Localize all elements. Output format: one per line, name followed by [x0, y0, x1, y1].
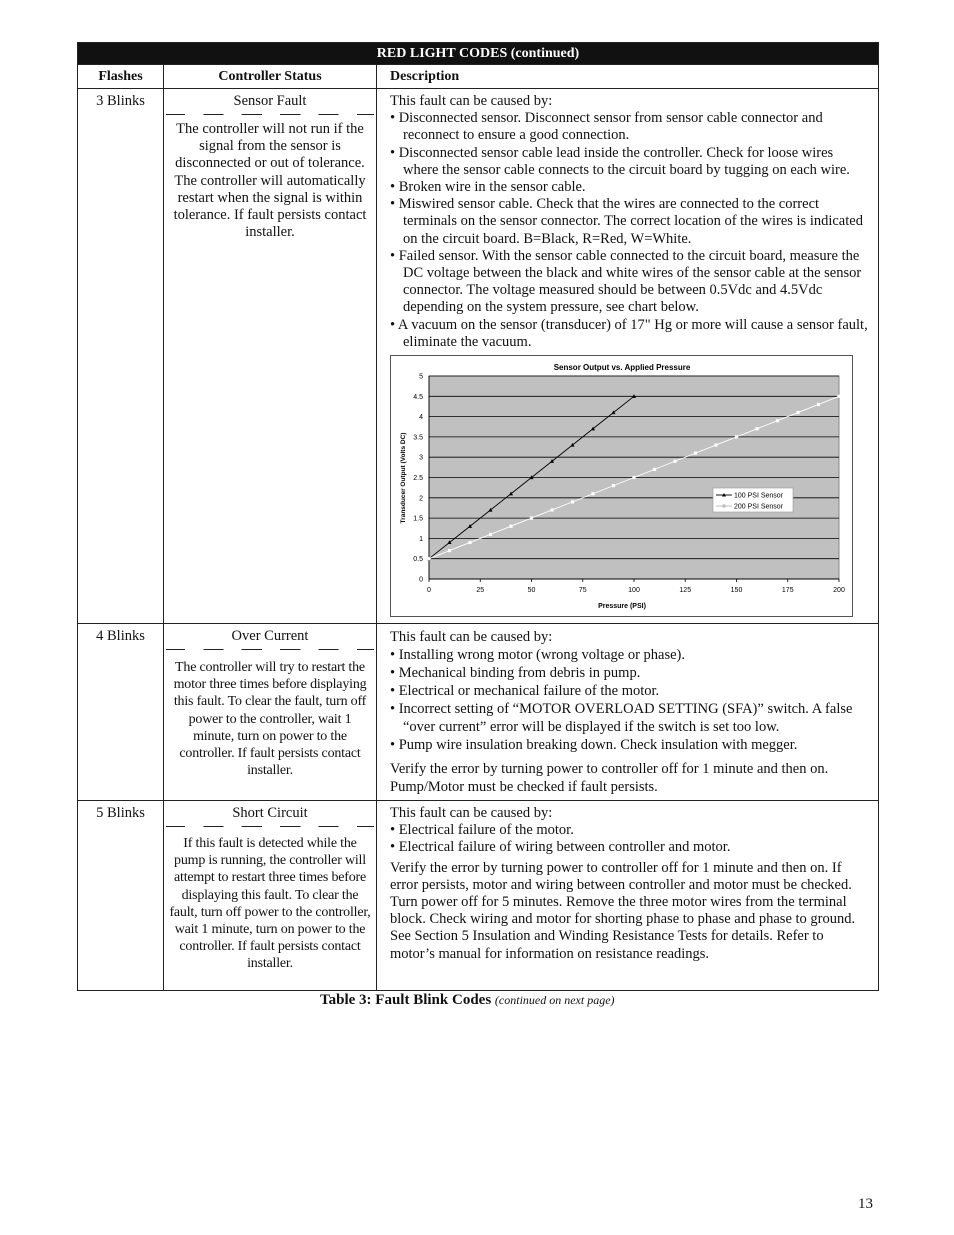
list-item: • Installing wrong motor (wrong voltage or phase).	[390, 646, 872, 664]
list-item: • Failed sensor. With the sensor cable connected to the circuit board, measure the DC voltage between the black and white wires of the sensor cable at the sensor connector. The voltage measured should be between 0.5Vdc and 4.5Vdc depending on the system pressure, see chart below.	[390, 248, 872, 317]
dashed-divider	[166, 649, 374, 650]
cause-list	[390, 822, 872, 856]
cause-list	[390, 110, 872, 351]
x-tick-label: 25	[476, 587, 485, 594]
table-title: RED LIGHT CODES (continued)	[78, 43, 878, 64]
chart-title: Sensor Output vs. Applied Pressure	[553, 363, 691, 372]
legend-label: 100 PSI Sensor	[734, 492, 784, 500]
caption-label: Table 3: Fault Blink Codes	[320, 992, 492, 1008]
data-point	[509, 525, 512, 528]
data-point	[571, 500, 574, 503]
status-description: The controller will not run if the signal from the sensor is disconnected or out of tolerance. The controller will automatically restart when the signal is within tolerance. If fault persists contact installer.	[173, 121, 367, 241]
y-tick-label: 2.5	[413, 475, 423, 482]
description-intro: This fault can be caused by:	[390, 805, 553, 821]
cause-list	[390, 646, 872, 754]
flashes-cell: 4 Blinks	[78, 624, 164, 800]
page-number: 13	[858, 1196, 873, 1212]
list-item: • Pump wire insulation breaking down. Check insulation with megger.	[390, 736, 872, 754]
description-intro: This fault can be caused by:	[390, 629, 553, 645]
x-axis-label: Pressure (PSI)	[598, 603, 646, 610]
header-controller-status: Controller Status	[164, 65, 377, 88]
table-row	[78, 800, 878, 990]
x-tick-label: 50	[527, 587, 536, 594]
data-point	[735, 435, 738, 438]
data-point	[776, 419, 779, 422]
sensor-output-chart	[390, 355, 853, 617]
dashed-divider	[166, 826, 374, 827]
list-item: • Disconnected sensor. Disconnect sensor from sensor cable connector and reconnect to ensure a good connection.	[390, 110, 872, 144]
x-tick-label: 150	[730, 587, 743, 594]
list-item: • Electrical failure of the motor.	[390, 822, 872, 839]
data-point	[653, 468, 656, 471]
y-tick-label: 3	[419, 454, 423, 462]
data-point	[468, 541, 471, 544]
y-tick-label: 3.5	[413, 434, 423, 442]
table-header-row	[78, 64, 878, 88]
status-title: Sensor Fault	[233, 93, 307, 109]
x-tick-label: 125	[679, 587, 692, 594]
x-tick-label: 0	[427, 587, 431, 594]
table-row	[78, 623, 878, 800]
status-description: If this fault is detected while the pump is running, the controller will attempt to restart three times before displaying this fault. To clear the fault, turn off power to the controller, wait 1 minute, turn on power to the controller. If fault persists contact installer.	[169, 836, 371, 972]
data-point	[612, 484, 615, 487]
description-outro: Verify the error by turning power to controller off for 1 minute and then on. Pump/Motor must be checked if fault persists.	[390, 761, 829, 795]
list-item: • Broken wire in the sensor cable.	[390, 179, 872, 196]
y-tick-label: 4	[419, 414, 423, 422]
list-item: • Electrical or mechanical failure of the motor.	[390, 682, 872, 700]
data-point	[591, 492, 594, 495]
y-tick-label: 2	[419, 495, 423, 503]
y-tick-label: 5	[419, 373, 423, 381]
data-point	[837, 395, 840, 398]
y-tick-label: 0	[419, 576, 423, 584]
y-tick-label: 1	[419, 535, 423, 543]
flashes-cell: 5 Blinks	[78, 801, 164, 990]
list-item: • Miswired sensor cable. Check that the wires are connected to the correct terminals on the sensor connector. The correct location of the wires is indicated on the circuit board. B=Black, R=Red, W=White.	[390, 196, 872, 248]
data-point	[755, 427, 758, 430]
status-description: The controller will try to restart the motor three times before displaying this fault. To clear the fault, turn off power to the controller, wait 1 minute, turn on power to the controller. If fault persists contact installer.	[173, 660, 367, 779]
legend-label: 200 PSI Sensor	[734, 503, 784, 511]
data-point	[427, 557, 430, 560]
status-title: Over Current	[231, 628, 309, 644]
status-cell	[164, 801, 377, 990]
data-point	[673, 460, 676, 463]
list-item: • Mechanical binding from debris in pump.	[390, 664, 872, 682]
data-point	[489, 533, 492, 536]
data-point	[817, 403, 820, 406]
data-point	[694, 452, 697, 455]
list-item: • A vacuum on the sensor (transducer) of 17" Hg or more will cause a sensor fault, eliminate the vacuum.	[390, 317, 872, 351]
y-axis-label: Transducer Output (Volts DC)	[400, 432, 407, 524]
data-point	[550, 508, 553, 511]
list-item: • Electrical failure of wiring between controller and motor.	[390, 839, 872, 856]
status-title: Short Circuit	[232, 805, 308, 821]
x-tick-label: 100	[628, 587, 640, 594]
x-tick-label: 200	[833, 587, 845, 594]
data-point	[796, 411, 799, 414]
flashes-cell: 3 Blinks	[78, 89, 164, 623]
list-item: • Incorrect setting of “MOTOR OVERLOAD SETTING (SFA)” switch. A false “over current” error will be displayed if the switch is set too low.	[390, 700, 872, 736]
y-tick-label: 4.5	[413, 393, 423, 401]
x-tick-label: 175	[781, 587, 794, 594]
x-tick-label: 75	[578, 587, 587, 594]
caption-continued: (continued on next page)	[494, 993, 615, 1007]
header-flashes: Flashes	[78, 65, 164, 88]
description-cell	[377, 624, 878, 800]
status-cell	[164, 624, 377, 800]
table-caption	[320, 992, 615, 1009]
data-point	[530, 517, 533, 520]
chart-svg	[391, 356, 852, 616]
description-outro: Verify the error by turning power to controller off for 1 minute and then on. If error persists, motor and wiring between controller and motor must be checked. Turn power off for 5 minutes. Remove the three motor wires from the terminal block. Check wiring and motor for shorting phase to phase and phase to ground. See Section 5 Insulation and Winding Resistance Tests for details. Refer to motor’s manual for information on resistance readings.	[390, 859, 856, 962]
dashed-divider	[166, 114, 374, 115]
data-point	[714, 443, 717, 446]
description-cell	[377, 801, 878, 990]
list-item: • Disconnected sensor cable lead inside the controller. Check for loose wires where the sensor cable connects to the circuit board by tugging on each wire.	[390, 145, 872, 179]
legend-marker	[723, 505, 726, 508]
y-tick-label: 0.5	[413, 556, 423, 564]
status-cell	[164, 89, 377, 623]
y-tick-label: 1.5	[413, 515, 423, 523]
header-description: Description	[390, 68, 460, 84]
data-point	[632, 476, 635, 479]
data-point	[448, 549, 451, 552]
description-intro: This fault can be caused by:	[390, 93, 553, 109]
